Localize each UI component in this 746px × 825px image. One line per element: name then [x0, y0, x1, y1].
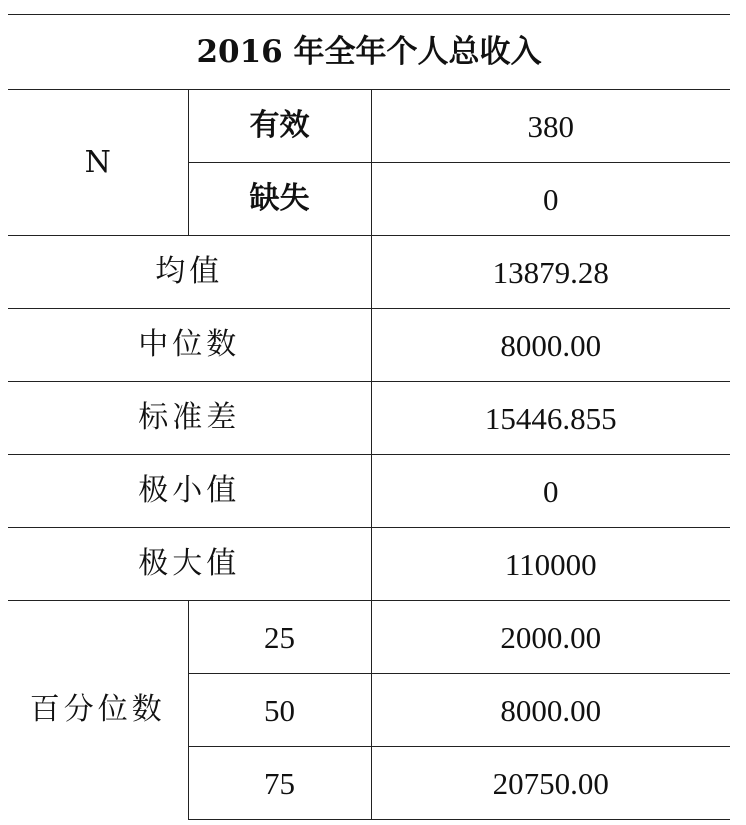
stddev-label: 标准差	[8, 382, 371, 455]
percentile-25-label: 25	[188, 601, 371, 674]
minimum-value: 0	[371, 455, 730, 528]
stats-table-container	[8, 14, 730, 820]
maximum-value: 110000	[371, 528, 730, 601]
mean-label: 均值	[8, 236, 371, 309]
valid-label: 有效	[188, 90, 371, 163]
percentiles-label: 百分位数	[8, 601, 188, 820]
table-row	[8, 382, 730, 455]
table-title-row	[8, 15, 730, 90]
mean-value: 13879.28	[371, 236, 730, 309]
median-label: 中位数	[8, 309, 371, 382]
stddev-value: 15446.855	[371, 382, 730, 455]
table-title: 2016 年全年个人总收入	[8, 15, 730, 90]
median-value: 8000.00	[371, 309, 730, 382]
table-row	[8, 309, 730, 382]
missing-value: 0	[371, 163, 730, 236]
table-row	[8, 455, 730, 528]
percentile-25-value: 2000.00	[371, 601, 730, 674]
missing-label: 缺失	[188, 163, 371, 236]
table-row	[8, 90, 730, 163]
n-label: N	[8, 90, 188, 236]
percentile-50-value: 8000.00	[371, 674, 730, 747]
maximum-label: 极大值	[8, 528, 371, 601]
valid-value: 380	[371, 90, 730, 163]
minimum-label: 极小值	[8, 455, 371, 528]
percentile-75-label: 75	[188, 747, 371, 820]
table-row	[8, 236, 730, 309]
descriptive-statistics-table	[8, 14, 730, 820]
table-row	[8, 528, 730, 601]
percentile-75-value: 20750.00	[371, 747, 730, 820]
percentile-50-label: 50	[188, 674, 371, 747]
table-row	[8, 601, 730, 674]
